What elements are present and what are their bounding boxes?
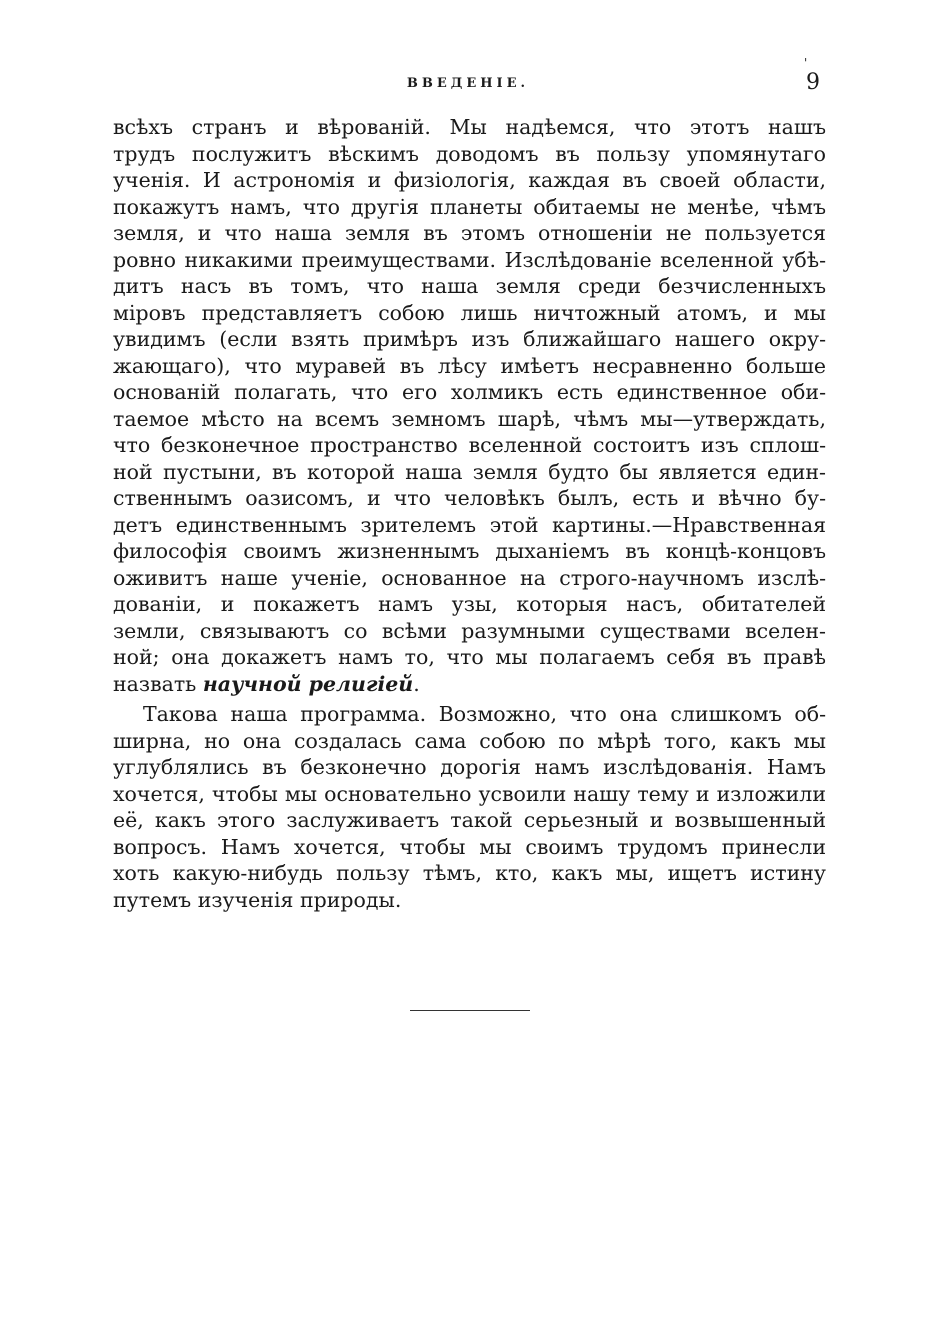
- text-line: дитъ насъ въ томъ, что наша земля среди безчисленныхъ: [113, 274, 826, 298]
- text-line: хоть какую-нибудь пользу тѣмъ, кто, какъ мы, ищетъ истину: [113, 861, 826, 885]
- text-line: міровъ представляетъ собою лишь ничтожный атомъ, и мы: [113, 300, 826, 325]
- text-line-suffix: .: [413, 671, 420, 696]
- text-line-prefix: назвать: [113, 671, 203, 696]
- text-line: земля, и что наша земля въ этомъ отношеніи не пользуется: [113, 221, 826, 245]
- text-line: увидимъ (если взять примѣръ изъ ближайшаго нашего окру-: [113, 327, 826, 351]
- page-mark: ': [804, 56, 808, 70]
- text-line: оживитъ наше ученіе, основанное на строго-научномъ изслѣ-: [113, 565, 826, 590]
- text-line: хочется, чтобы мы основательно усвоили нашу тему и изложили: [113, 781, 826, 806]
- paragraph-1: [113, 114, 826, 697]
- text-line: ной; она докажетъ намъ то, что мы полагаемъ себя въ правѣ: [113, 645, 826, 669]
- text-line: таемое мѣсто на всемъ земномъ шарѣ, чѣмъ мы—утверждать,: [113, 406, 826, 431]
- text-line: ровно никакими преимуществами. Изслѣдованіе вселенной убѣ-: [113, 247, 826, 272]
- text-line: детъ единственнымъ зрителемъ этой картины.—Нравственная: [113, 512, 826, 537]
- text-line: дованіи, и покажетъ намъ узы, которыя насъ, обитателей: [113, 592, 826, 616]
- paragraph-2: [113, 701, 826, 913]
- text-line: жающаго), что муравей въ лѣсу имѣетъ несравненно больше: [113, 353, 826, 378]
- text-line: ной пустыни, въ которой наша земля будто бы является един-: [113, 459, 826, 484]
- text-line: Такова наша программа. Возможно, что она слишкомъ об-: [143, 702, 826, 726]
- text-line-last: [113, 671, 826, 698]
- text-line: что безконечное пространство вселенной состоитъ изъ сплош-: [113, 433, 826, 457]
- text-line: вопросъ. Намъ хочется, чтобы мы своимъ трудомъ принесли: [113, 834, 826, 859]
- body-text: [113, 114, 826, 913]
- text-line: покажутъ намъ, что другія планеты обитаемы не менѣе, чѣмъ: [113, 194, 826, 219]
- section-end-rule: [410, 1010, 530, 1011]
- running-head: ВВЕДЕНІЕ.: [406, 76, 530, 91]
- text-line: ширна, но она создалась сама собою по мѣрѣ того, какъ мы: [113, 728, 826, 753]
- text-line: углублялись въ безконечно дорогія намъ изслѣдованія. Намъ: [113, 755, 826, 779]
- page-number: 9: [806, 70, 820, 95]
- text-line: трудъ послужитъ вѣскимъ доводомъ въ пользу упомянутаго: [113, 141, 826, 166]
- text-line: основаній полагать, что его холмикъ есть единственное оби-: [113, 380, 826, 404]
- text-line: ственнымъ оазисомъ, и что человѣкъ былъ, есть и вѣчно бу-: [113, 486, 826, 510]
- text-line: её, какъ этого заслуживаетъ такой серьезный и возвышенный: [113, 808, 826, 832]
- emphasis-text: научной религіей: [202, 671, 414, 696]
- text-line: всѣхъ странъ и вѣрованій. Мы надѣемся, что этотъ нашъ: [113, 115, 826, 139]
- text-line: земли, связываютъ со всѣми разумными существами вселен-: [113, 618, 826, 643]
- text-line: философія своимъ жизненнымъ дыханіемъ въ концѣ-концовъ: [113, 539, 826, 563]
- text-line-last: путемъ изученія природы.: [113, 887, 402, 912]
- text-line: ученія. И астрономія и физіологія, каждая въ своей области,: [113, 168, 826, 192]
